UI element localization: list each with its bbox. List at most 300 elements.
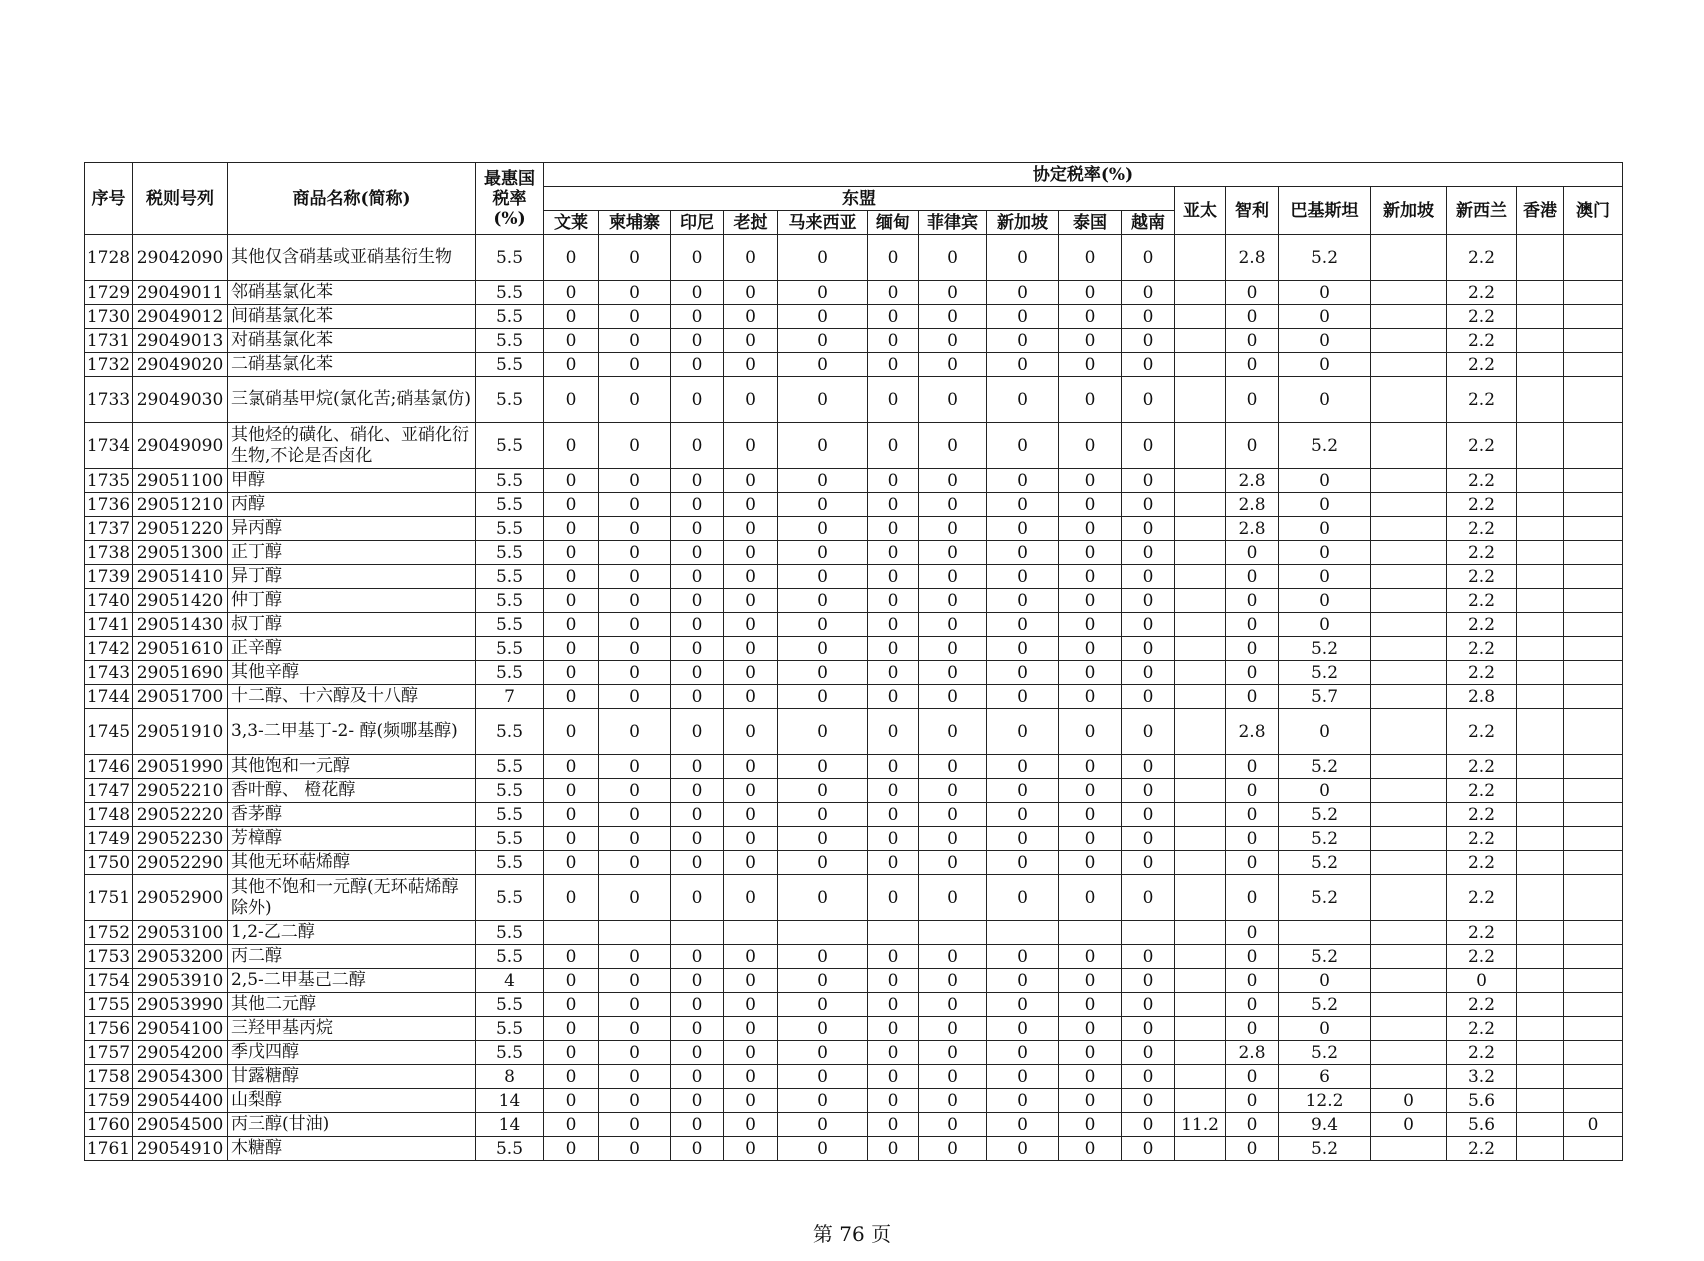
row-asean-rate: 0 [1059,637,1122,661]
row-nz-rate: 2.2 [1447,637,1517,661]
row-asean-rate: 0 [724,851,778,875]
row-chile-rate: 0 [1226,685,1279,709]
row-singapore-rate [1371,827,1447,851]
row-asean-rate: 0 [599,685,671,709]
row-nz-rate: 2.2 [1447,423,1517,469]
row-hk-rate [1517,661,1564,685]
row-code: 29051420 [133,589,228,613]
row-singapore-rate [1371,921,1447,945]
row-asean-rate: 0 [671,1113,724,1137]
row-apta-rate [1175,945,1226,969]
row-asean-rate: 0 [1059,685,1122,709]
row-mfn-rate: 5.5 [476,353,544,377]
row-chile-rate: 2.8 [1226,709,1279,755]
row-nz-rate: 2.2 [1447,851,1517,875]
row-asean-rate: 0 [1059,469,1122,493]
row-chile-rate: 0 [1226,945,1279,969]
row-asean-rate: 0 [724,1017,778,1041]
row-macao-rate [1564,469,1623,493]
row-chile-rate: 2.8 [1226,469,1279,493]
row-seq: 1746 [85,755,133,779]
row-asean-rate: 0 [1059,803,1122,827]
row-pakistan-rate: 0 [1279,969,1371,993]
row-mfn-rate: 5.5 [476,329,544,353]
row-singapore-rate [1371,235,1447,281]
row-asean-rate [987,921,1059,945]
row-asean-rate: 0 [1059,875,1122,921]
row-pakistan-rate: 0 [1279,779,1371,803]
row-hk-rate [1517,709,1564,755]
row-pakistan-rate: 6 [1279,1065,1371,1089]
row-asean-rate: 0 [1059,423,1122,469]
table-row [85,875,1623,921]
row-name: 正丁醇 [228,541,476,565]
row-apta-rate [1175,565,1226,589]
row-apta-rate [1175,589,1226,613]
row-pakistan-rate: 0 [1279,589,1371,613]
row-asean-rate: 0 [778,589,868,613]
row-chile-rate: 0 [1226,851,1279,875]
header-code: 税则号列 [133,163,228,235]
header-name: 商品名称(简称) [228,163,476,235]
row-singapore-rate [1371,803,1447,827]
row-asean-rate: 0 [544,993,599,1017]
row-asean-rate: 0 [778,755,868,779]
row-asean-rate: 0 [724,755,778,779]
row-asean-rate: 0 [778,517,868,541]
row-code: 29051300 [133,541,228,565]
row-apta-rate [1175,969,1226,993]
row-pakistan-rate: 5.2 [1279,945,1371,969]
row-asean-rate: 0 [868,709,919,755]
row-asean-rate: 0 [919,993,987,1017]
row-mfn-rate: 5.5 [476,541,544,565]
row-asean-rate: 0 [987,755,1059,779]
header-hong-kong: 香港 [1517,187,1564,235]
row-name: 丙二醇 [228,945,476,969]
row-nz-rate: 5.6 [1447,1089,1517,1113]
row-asean-rate: 0 [671,709,724,755]
row-macao-rate [1564,875,1623,921]
row-asean-rate: 0 [868,779,919,803]
row-asean-rate: 0 [987,493,1059,517]
row-mfn-rate: 5.5 [476,305,544,329]
row-macao-rate [1564,423,1623,469]
row-pakistan-rate: 5.2 [1279,661,1371,685]
row-asean-rate: 0 [868,969,919,993]
row-asean-rate: 0 [724,969,778,993]
row-name: 3,3-二甲基丁-2- 醇(频哪基醇) [228,709,476,755]
row-pakistan-rate: 5.2 [1279,423,1371,469]
row-asean-rate: 0 [1059,993,1122,1017]
row-code: 29053990 [133,993,228,1017]
row-asean-rate: 0 [599,353,671,377]
row-pakistan-rate: 5.7 [1279,685,1371,709]
row-asean-rate: 0 [778,945,868,969]
row-asean-rate: 0 [599,827,671,851]
row-nz-rate: 2.2 [1447,353,1517,377]
row-asean-rate: 0 [987,969,1059,993]
row-asean-rate: 0 [987,329,1059,353]
row-singapore-rate: 0 [1371,1089,1447,1113]
row-asean-rate: 0 [868,1113,919,1137]
row-pakistan-rate: 0 [1279,709,1371,755]
header-apta: 亚太 [1175,187,1226,235]
row-asean-rate: 0 [599,755,671,779]
table-row [85,281,1623,305]
row-pakistan-rate: 0 [1279,305,1371,329]
row-asean-rate: 0 [919,1137,987,1161]
table-row [85,993,1623,1017]
row-asean-rate: 0 [724,469,778,493]
header-mfn-line-2: 税率 [492,188,527,209]
row-asean-rate: 0 [778,613,868,637]
table-row [85,969,1623,993]
header-new-zealand: 新西兰 [1447,187,1517,235]
row-asean-rate: 0 [671,851,724,875]
row-asean-rate: 0 [778,235,868,281]
row-singapore-rate [1371,589,1447,613]
row-asean-rate: 0 [919,1113,987,1137]
row-singapore-rate [1371,1065,1447,1089]
row-seq: 1756 [85,1017,133,1041]
row-code: 29051210 [133,493,228,517]
row-apta-rate [1175,661,1226,685]
row-asean-rate: 0 [1059,827,1122,851]
row-singapore-rate [1371,685,1447,709]
header-asean-philippines: 菲律宾 [919,211,987,235]
row-asean-rate: 0 [1122,779,1175,803]
row-macao-rate [1564,755,1623,779]
row-apta-rate [1175,637,1226,661]
row-code: 29051690 [133,661,228,685]
row-apta-rate [1175,305,1226,329]
row-asean-rate: 0 [724,235,778,281]
row-asean-rate: 0 [919,493,987,517]
row-macao-rate: 0 [1564,1113,1623,1137]
row-asean-rate: 0 [724,281,778,305]
row-hk-rate [1517,803,1564,827]
row-asean-rate: 0 [1122,493,1175,517]
row-asean-rate: 0 [671,329,724,353]
row-seq: 1737 [85,517,133,541]
row-asean-rate: 0 [1122,685,1175,709]
row-asean-rate: 0 [778,565,868,589]
row-macao-rate [1564,709,1623,755]
row-asean-rate: 0 [1122,1089,1175,1113]
row-asean-rate: 0 [987,709,1059,755]
table-row [85,1041,1623,1065]
row-hk-rate [1517,637,1564,661]
row-singapore-rate [1371,281,1447,305]
row-name: 其他辛醇 [228,661,476,685]
row-asean-rate: 0 [599,803,671,827]
row-asean-rate: 0 [868,661,919,685]
row-asean-rate: 0 [1059,851,1122,875]
row-seq: 1731 [85,329,133,353]
row-singapore-rate: 0 [1371,1113,1447,1137]
row-asean-rate: 0 [544,945,599,969]
row-asean-rate [544,921,599,945]
row-asean-rate: 0 [1122,709,1175,755]
row-name: 甘露糖醇 [228,1065,476,1089]
row-singapore-rate [1371,755,1447,779]
row-name: 间硝基氯化苯 [228,305,476,329]
table-row [85,1089,1623,1113]
row-code: 29051610 [133,637,228,661]
row-macao-rate [1564,661,1623,685]
row-asean-rate: 0 [1122,281,1175,305]
row-asean-rate: 0 [919,235,987,281]
row-macao-rate [1564,921,1623,945]
row-nz-rate: 2.2 [1447,1041,1517,1065]
row-asean-rate: 0 [919,613,987,637]
row-mfn-rate: 5.5 [476,827,544,851]
row-macao-rate [1564,803,1623,827]
row-pakistan-rate: 0 [1279,469,1371,493]
row-singapore-rate [1371,305,1447,329]
row-chile-rate: 0 [1226,661,1279,685]
row-asean-rate: 0 [868,589,919,613]
row-mfn-rate: 5.5 [476,661,544,685]
row-asean-rate: 0 [1122,1065,1175,1089]
row-macao-rate [1564,779,1623,803]
row-code: 29054100 [133,1017,228,1041]
row-hk-rate [1517,851,1564,875]
row-apta-rate [1175,1065,1226,1089]
row-asean-rate: 0 [778,281,868,305]
row-mfn-rate: 14 [476,1113,544,1137]
row-asean-rate: 0 [1059,235,1122,281]
row-asean-rate: 0 [868,565,919,589]
row-asean-rate: 0 [919,945,987,969]
row-asean-rate: 0 [671,377,724,423]
row-hk-rate [1517,589,1564,613]
row-asean-rate: 0 [599,851,671,875]
table-row [85,517,1623,541]
row-seq: 1749 [85,827,133,851]
header-asean-vietnam: 越南 [1122,211,1175,235]
row-asean-rate: 0 [599,709,671,755]
row-nz-rate: 2.2 [1447,803,1517,827]
row-asean-rate: 0 [671,803,724,827]
row-mfn-rate: 5.5 [476,1041,544,1065]
row-singapore-rate [1371,661,1447,685]
table-row [85,803,1623,827]
row-asean-rate: 0 [1059,613,1122,637]
row-asean-rate: 0 [1122,469,1175,493]
row-asean-rate: 0 [599,993,671,1017]
row-asean-rate: 0 [1122,423,1175,469]
row-asean-rate: 0 [868,1041,919,1065]
row-asean-rate: 0 [1059,661,1122,685]
row-seq: 1740 [85,589,133,613]
row-code: 29052290 [133,851,228,875]
row-macao-rate [1564,613,1623,637]
row-macao-rate [1564,589,1623,613]
row-apta-rate [1175,613,1226,637]
row-asean-rate: 0 [544,1113,599,1137]
row-macao-rate [1564,993,1623,1017]
row-asean-rate: 0 [987,827,1059,851]
row-asean-rate: 0 [544,827,599,851]
row-asean-rate: 0 [778,305,868,329]
row-seq: 1733 [85,377,133,423]
row-asean-rate: 0 [987,875,1059,921]
row-apta-rate [1175,423,1226,469]
row-asean-rate: 0 [987,235,1059,281]
header-asean-brunei: 文莱 [544,211,599,235]
row-asean-rate: 0 [1059,709,1122,755]
row-asean-rate: 0 [1122,305,1175,329]
row-asean-rate: 0 [919,709,987,755]
row-nz-rate: 2.2 [1447,1017,1517,1041]
header-asean: 东盟 [544,187,1175,211]
row-chile-rate: 0 [1226,875,1279,921]
row-asean-rate: 0 [599,779,671,803]
row-asean-rate: 0 [599,423,671,469]
row-apta-rate: 11.2 [1175,1113,1226,1137]
row-chile-rate: 0 [1226,803,1279,827]
row-asean-rate: 0 [987,353,1059,377]
row-chile-rate: 0 [1226,779,1279,803]
row-chile-rate: 2.8 [1226,517,1279,541]
row-asean-rate: 0 [1122,353,1175,377]
header-macao: 澳门 [1564,187,1623,235]
row-asean-rate: 0 [778,993,868,1017]
row-asean-rate: 0 [919,637,987,661]
row-asean-rate [724,921,778,945]
row-mfn-rate: 14 [476,1089,544,1113]
row-chile-rate: 0 [1226,541,1279,565]
row-asean-rate: 0 [724,493,778,517]
table-row [85,637,1623,661]
row-mfn-rate: 5.5 [476,779,544,803]
row-asean-rate: 0 [1122,875,1175,921]
row-code: 29049030 [133,377,228,423]
row-asean-rate: 0 [919,827,987,851]
row-chile-rate: 0 [1226,565,1279,589]
row-name: 十二醇、十六醇及十八醇 [228,685,476,709]
row-asean-rate: 0 [724,1137,778,1161]
row-pakistan-rate: 5.2 [1279,993,1371,1017]
row-code: 29049012 [133,305,228,329]
row-mfn-rate: 5.5 [476,235,544,281]
row-nz-rate: 2.2 [1447,589,1517,613]
row-pakistan-rate: 0 [1279,353,1371,377]
row-singapore-rate [1371,945,1447,969]
row-asean-rate: 0 [599,637,671,661]
row-singapore-rate [1371,565,1447,589]
row-asean-rate: 0 [1059,493,1122,517]
row-asean-rate: 0 [1059,1017,1122,1041]
row-hk-rate [1517,685,1564,709]
row-asean-rate: 0 [868,755,919,779]
row-pakistan-rate: 5.2 [1279,851,1371,875]
header-asean-cambodia: 柬埔寨 [599,211,671,235]
row-chile-rate: 0 [1226,755,1279,779]
row-pakistan-rate: 9.4 [1279,1113,1371,1137]
row-asean-rate: 0 [987,1065,1059,1089]
row-asean-rate: 0 [599,541,671,565]
row-asean-rate: 0 [671,589,724,613]
row-asean-rate: 0 [671,637,724,661]
row-mfn-rate: 5.5 [476,921,544,945]
row-pakistan-rate: 5.2 [1279,235,1371,281]
row-macao-rate [1564,851,1623,875]
row-name: 香叶醇、 橙花醇 [228,779,476,803]
row-asean-rate: 0 [868,517,919,541]
row-asean-rate: 0 [778,329,868,353]
row-asean-rate: 0 [724,637,778,661]
row-hk-rate [1517,1041,1564,1065]
row-mfn-rate: 5.5 [476,613,544,637]
table-row [85,377,1623,423]
row-mfn-rate: 5.5 [476,589,544,613]
row-mfn-rate: 5.5 [476,469,544,493]
row-mfn-rate: 5.5 [476,755,544,779]
table-row [85,779,1623,803]
row-apta-rate [1175,1017,1226,1041]
row-macao-rate [1564,1017,1623,1041]
row-name: 异丙醇 [228,517,476,541]
row-singapore-rate [1371,353,1447,377]
row-asean-rate: 0 [724,541,778,565]
row-asean-rate: 0 [987,377,1059,423]
row-asean-rate: 0 [1122,661,1175,685]
row-macao-rate [1564,541,1623,565]
row-chile-rate: 0 [1226,377,1279,423]
row-apta-rate [1175,281,1226,305]
row-seq: 1741 [85,613,133,637]
row-asean-rate: 0 [778,827,868,851]
row-mfn-rate: 5.5 [476,803,544,827]
row-asean-rate: 0 [544,1065,599,1089]
row-name: 木糖醇 [228,1137,476,1161]
row-asean-rate: 0 [987,661,1059,685]
row-seq: 1729 [85,281,133,305]
row-asean-rate: 0 [544,469,599,493]
row-asean-rate: 0 [778,1041,868,1065]
row-chile-rate: 0 [1226,637,1279,661]
row-asean-rate: 0 [868,423,919,469]
row-chile-rate: 0 [1226,305,1279,329]
row-asean-rate: 0 [778,541,868,565]
table-row [85,305,1623,329]
row-asean-rate: 0 [599,1041,671,1065]
row-asean-rate: 0 [868,377,919,423]
row-seq: 1745 [85,709,133,755]
row-macao-rate [1564,377,1623,423]
header-mfn-line-3: (%) [493,208,526,229]
row-asean-rate: 0 [599,1017,671,1041]
row-asean-rate: 0 [919,565,987,589]
row-asean-rate: 0 [1122,945,1175,969]
row-asean-rate: 0 [724,589,778,613]
row-asean-rate: 0 [599,945,671,969]
row-pakistan-rate [1279,921,1371,945]
row-asean-rate: 0 [1059,969,1122,993]
row-nz-rate: 2.2 [1447,469,1517,493]
table-row [85,423,1623,469]
row-asean-rate: 0 [671,1137,724,1161]
row-asean-rate: 0 [919,969,987,993]
row-seq: 1730 [85,305,133,329]
row-asean-rate: 0 [1122,589,1175,613]
row-code: 29053200 [133,945,228,969]
row-seq: 1744 [85,685,133,709]
row-asean-rate: 0 [778,1065,868,1089]
